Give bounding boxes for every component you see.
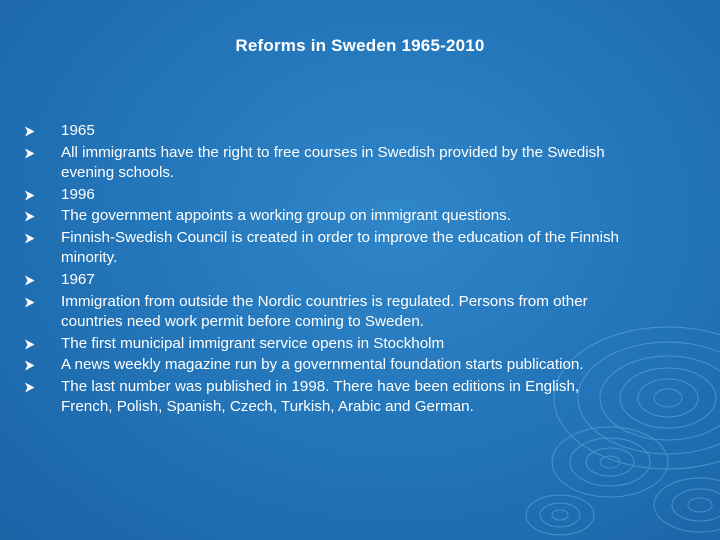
arrowhead-bullet-icon (24, 355, 38, 375)
arrowhead-bullet-icon (24, 228, 38, 248)
bullet-item (24, 334, 624, 354)
bullet-item (24, 206, 624, 226)
bullet-item (24, 377, 624, 417)
arrowhead-bullet-icon (24, 270, 38, 290)
bullet-text: All immigrants have the right to free courses in Swedish provided by the Swedish evening schools. (61, 143, 605, 181)
bullet-item (24, 185, 624, 205)
bullet-text: 1965 (61, 122, 95, 139)
bullet-item (24, 121, 624, 141)
bullet-text: The first municipal immigrant service opens in Stockholm (61, 334, 445, 352)
bullet-item (24, 143, 624, 183)
arrowhead-bullet-icon (24, 206, 38, 226)
bullet-item (24, 292, 624, 332)
bullet-item (24, 270, 624, 290)
bullet-text: Finnish-Swedish Council is created in order to improve the education of the Finnish minority. (61, 229, 620, 267)
slide-title: Reforms in Sweden 1965-2010 (235, 36, 485, 55)
bullet-text: 1996 (61, 185, 95, 203)
arrowhead-bullet-icon (24, 292, 38, 312)
bullet-item (24, 355, 624, 375)
arrowhead-bullet-icon (24, 121, 38, 141)
bullet-text: A news weekly magazine run by a governmental foundation starts publication. (61, 356, 584, 374)
bullet-text: The government appoints a working group on immigrant questions. (61, 207, 511, 225)
bullet-text: Immigration from outside the Nordic countries is regulated. Persons from other countries need work permit before coming to Sweden. (61, 292, 588, 330)
arrowhead-bullet-icon (24, 377, 38, 397)
bullet-list (24, 121, 624, 419)
arrowhead-bullet-icon (24, 334, 38, 354)
arrowhead-bullet-icon (24, 143, 38, 163)
bullet-item (24, 228, 624, 268)
bullet-text: The last number was published in 1998. There have been editions in English, French, Polish, Spanish, Czech, Turkish, Arabic and German. (61, 377, 580, 416)
bullet-text: 1967 (61, 270, 95, 288)
arrowhead-bullet-icon (24, 185, 38, 205)
